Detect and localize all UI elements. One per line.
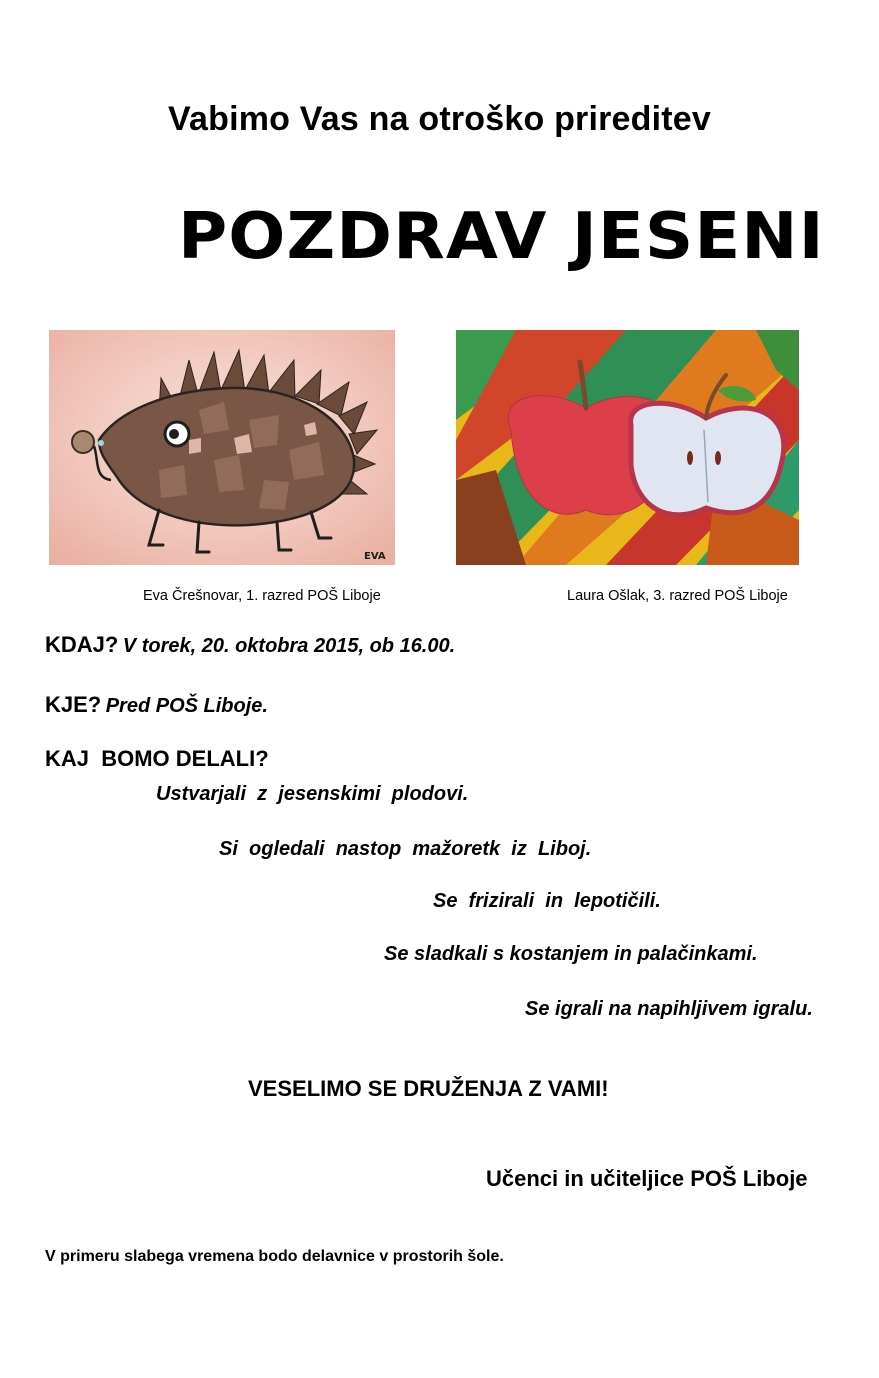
artwork-caption-1: Eva Črešnovar, 1. razred POŠ Liboje	[143, 588, 381, 604]
activity-item: Ustvarjali z jesenskimi plodovi.	[156, 783, 469, 805]
what-row	[45, 746, 269, 772]
activity-item: Se frizirali in lepotičili.	[433, 890, 661, 912]
artwork-signature: EVA	[364, 551, 386, 562]
when-value: V torek, 20. oktobra 2015, ob 16.00.	[122, 635, 456, 657]
where-value: Pred POŠ Liboje.	[105, 695, 268, 717]
event-title: POZDRAV JESENI	[178, 200, 825, 274]
greeting-text: VESELIMO SE DRUŽENJA Z VAMI!	[248, 1076, 609, 1101]
invitation-intro: Vabimo Vas na otroško prireditev	[167, 100, 712, 138]
where-row	[45, 692, 268, 718]
activity-item: Si ogledali nastop mažoretk iz Liboj.	[219, 838, 592, 860]
hedgehog-artwork-image	[49, 330, 395, 565]
artwork-caption-2: Laura Ošlak, 3. razred POŠ Liboje	[567, 588, 788, 604]
apples-artwork-image	[456, 330, 799, 565]
activity-item: Se sladkali s kostanjem in palačinkami.	[384, 943, 758, 965]
when-label: KDAJ?	[45, 632, 119, 657]
signature-text: Učenci in učiteljice POŠ Liboje	[486, 1166, 808, 1191]
weather-note: V primeru slabega vremena bodo delavnice v prostorih šole.	[45, 1248, 504, 1265]
activity-item: Se igrali na napihljivem igralu.	[525, 998, 813, 1020]
when-row	[45, 632, 455, 658]
what-label: KAJ BOMO DELALI?	[45, 746, 269, 771]
where-label: KJE?	[45, 692, 102, 717]
